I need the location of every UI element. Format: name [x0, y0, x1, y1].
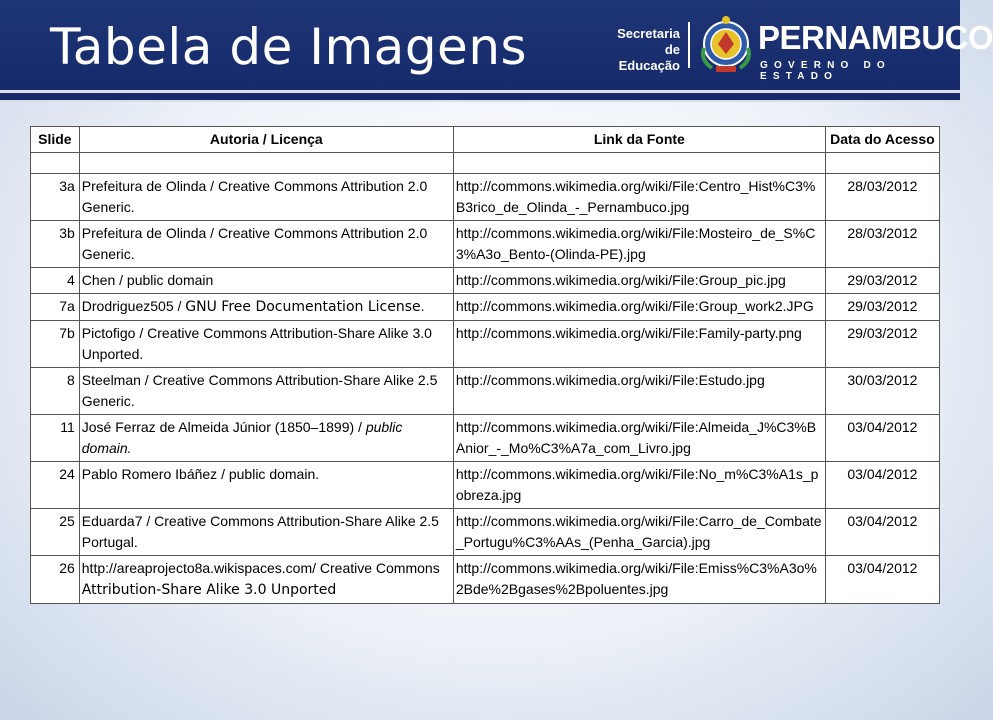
slide-cell: 4: [31, 268, 80, 294]
government-logo: [580, 0, 993, 90]
table-row: [31, 368, 940, 415]
license-period: .: [420, 298, 425, 314]
header-divider-line: [0, 90, 960, 93]
table-cell: [31, 153, 80, 174]
header-author: Autoria / Licença: [79, 127, 453, 153]
license-text: GNU Free Documentation License: [185, 299, 421, 315]
header-date: Data do Acesso: [825, 127, 939, 153]
license-text: Attribution-Share Alike 3.0 Unported: [81, 582, 337, 598]
date-cell: 03/04/2012: [825, 509, 939, 556]
slide-header: [0, 0, 993, 102]
date-cell: 28/03/2012: [825, 221, 939, 268]
link-cell[interactable]: http://commons.wikimedia.org/wiki/File:Almeida_J%C3%BAnior_-_Mo%C3%A7a_com_Livro.jpg: [453, 415, 825, 462]
secretaria-line-1: Secretaria de: [617, 26, 680, 57]
date-cell: 29/03/2012: [825, 321, 939, 368]
slide-cell: 7b: [31, 321, 80, 368]
author-cell: [79, 415, 453, 462]
author-cell: Eduarda7 / Creative Commons Attribution-Share Alike 2.5 Portugal.: [79, 509, 453, 556]
header-link: Link da Fonte: [453, 127, 825, 153]
date-cell: 29/03/2012: [825, 294, 939, 321]
author-name: Drodriguez505 /: [81, 298, 186, 314]
slide-cell: 26: [31, 556, 80, 604]
link-cell[interactable]: http://commons.wikimedia.org/wiki/File:Group_pic.jpg: [453, 268, 825, 294]
page-title: Tabela de Imagens: [50, 18, 528, 76]
author-name: http://areaprojecto8a.wikispaces.com/ Creative Commons: [81, 560, 440, 576]
author-cell: Prefeitura de Olinda / Creative Commons Attribution 2.0 Generic.: [79, 221, 453, 268]
date-cell: 28/03/2012: [825, 174, 939, 221]
link-cell[interactable]: http://commons.wikimedia.org/wiki/File:Carro_de_Combate_Portugu%C3%AAs_(Penha_Garcia).jpg: [453, 509, 825, 556]
slide-cell: 7a: [31, 294, 80, 321]
date-cell: 30/03/2012: [825, 368, 939, 415]
link-cell[interactable]: http://commons.wikimedia.org/wiki/File:Family-party.png: [453, 321, 825, 368]
brand-subtitle: GOVERNO DO ESTADO: [760, 60, 891, 82]
author-cell: Chen / public domain: [79, 268, 453, 294]
table-row: [31, 174, 940, 221]
table-row: [31, 268, 940, 294]
table-row: [31, 556, 940, 604]
table-cell: [825, 153, 939, 174]
table-row: [31, 415, 940, 462]
license-text: public domain.: [81, 419, 403, 456]
table-row: [31, 221, 940, 268]
secretaria-label: [602, 26, 680, 74]
table-header-row: [31, 127, 940, 153]
coat-of-arms-icon: [698, 14, 754, 78]
slide-cell: 24: [31, 462, 80, 509]
link-cell[interactable]: http://commons.wikimedia.org/wiki/File:Centro_Hist%C3%B3rico_de_Olinda_-_Pernambuco.jpg: [453, 174, 825, 221]
author-cell: [79, 556, 453, 604]
images-table: [30, 126, 940, 604]
table-row: [31, 321, 940, 368]
table-row: [31, 462, 940, 509]
table-row-empty: [31, 153, 940, 174]
date-cell: 03/04/2012: [825, 556, 939, 604]
slide-cell: 3a: [31, 174, 80, 221]
header-slide: Slide: [31, 127, 80, 153]
table-cell: [79, 153, 453, 174]
secretaria-line-2: Educação: [618, 58, 680, 73]
date-cell: 29/03/2012: [825, 268, 939, 294]
author-cell: Pictofigo / Creative Commons Attribution-Share Alike 3.0 Unported.: [79, 321, 453, 368]
link-cell[interactable]: http://commons.wikimedia.org/wiki/File:Group_work2.JPG: [453, 294, 825, 321]
brand-name: PERNAMBUCO: [758, 19, 993, 56]
table-cell: [453, 153, 825, 174]
slide-cell: 3b: [31, 221, 80, 268]
link-cell[interactable]: http://commons.wikimedia.org/wiki/File:Emiss%C3%A3o%2Bde%2Bgases%2Bpoluentes.jpg: [453, 556, 825, 604]
date-cell: 03/04/2012: [825, 462, 939, 509]
link-cell[interactable]: http://commons.wikimedia.org/wiki/File:Estudo.jpg: [453, 368, 825, 415]
table-row: [31, 294, 940, 321]
date-cell: 03/04/2012: [825, 415, 939, 462]
table-row: [31, 509, 940, 556]
author-cell: Steelman / Creative Commons Attribution-Share Alike 2.5 Generic.: [79, 368, 453, 415]
slide-cell: 25: [31, 509, 80, 556]
author-cell: [79, 294, 453, 321]
author-cell: Pablo Romero Ibáñez / public domain.: [79, 462, 453, 509]
slide-cell: 11: [31, 415, 80, 462]
slide-cell: 8: [31, 368, 80, 415]
logo-divider: [688, 22, 690, 68]
author-cell: Prefeitura de Olinda / Creative Commons Attribution 2.0 Generic.: [79, 174, 453, 221]
author-name: José Ferraz de Almeida Júnior (1850–1899) /: [81, 419, 366, 435]
link-cell[interactable]: http://commons.wikimedia.org/wiki/File:Mosteiro_de_S%C3%A3o_Bento-(Olinda-PE).jpg: [453, 221, 825, 268]
link-cell[interactable]: http://commons.wikimedia.org/wiki/File:No_m%C3%A1s_pobreza.jpg: [453, 462, 825, 509]
